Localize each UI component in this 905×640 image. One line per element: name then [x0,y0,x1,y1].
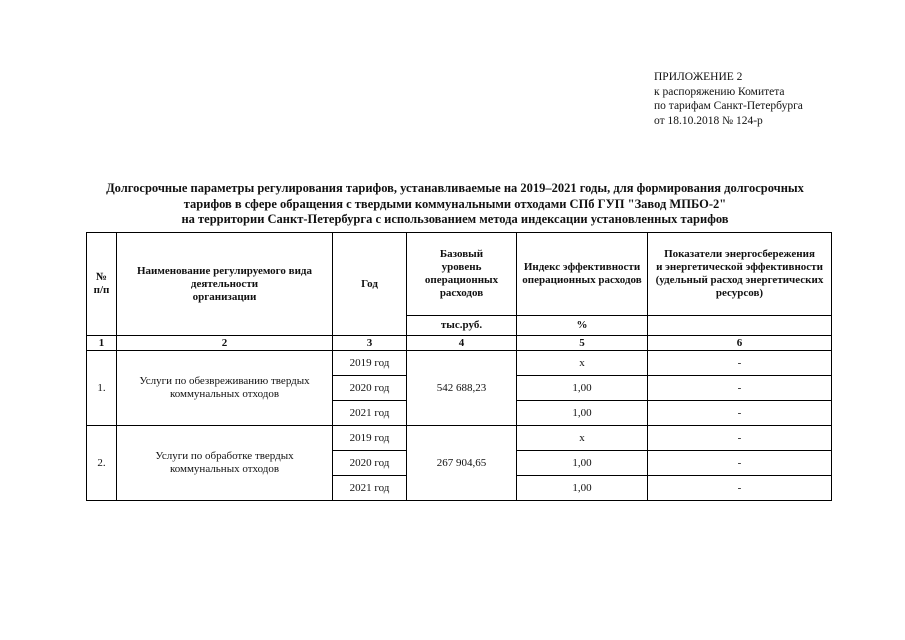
appendix-line-4: от 18.10.2018 № 124-р [654,114,763,127]
row-energy: - [648,476,832,501]
table-row [87,351,832,376]
header-energy-line-4: ресурсов) [715,287,764,299]
header-efficiency-index [517,233,648,316]
unit-base: тыс.руб. [407,316,517,336]
row-year: 2019 год [333,426,407,451]
header-base-costs [407,233,517,316]
appendix-block [654,70,803,128]
header-year: Год [333,233,407,336]
row-num: 1. [87,351,117,426]
row-index: 1,00 [517,451,648,476]
row-year: 2020 год [333,376,407,401]
appendix-line-2: к распоряжению Комитета [654,85,785,98]
header-index-line-1: Индекс эффективности [523,261,641,273]
row-energy: - [648,451,832,476]
table-row [87,426,832,451]
header-num: № п/п [87,233,117,336]
col-number: 6 [648,336,832,351]
row-num: 2. [87,426,117,501]
col-number: 4 [407,336,517,351]
column-numbers-row [87,336,832,351]
tariff-parameters-table [86,232,832,501]
row-service-name [117,351,333,426]
row-energy: - [648,401,832,426]
row-index: 1,00 [517,376,648,401]
row-year: 2021 год [333,401,407,426]
service-line-2: коммунальных отходов [169,388,280,400]
service-line-1: Услуги по обработке твердых [155,450,294,462]
appendix-line-3: по тарифам Санкт-Петербурга [654,100,803,112]
col-number: 2 [117,336,333,351]
header-energy-indicators [648,233,832,316]
row-base-costs: 542 688,23 [407,351,517,426]
service-line-2: коммунальных отходов [169,463,280,475]
header-energy-line-3: (удельный расход энергетических [655,274,824,286]
row-index: 1,00 [517,401,648,426]
unit-energy [648,316,832,336]
header-energy-line-2: и энергетической эффективности [656,261,823,273]
unit-index: % [517,316,648,336]
row-index: x [517,426,648,451]
row-year: 2020 год [333,451,407,476]
row-year: 2021 год [333,476,407,501]
col-number: 3 [333,336,407,351]
row-index: x [517,351,648,376]
header-activity-line-2: деятельности [190,277,259,290]
service-line-1: Услуги по обезвреживанию твердых [139,375,310,387]
header-activity-line-3: организации [192,290,257,303]
row-year: 2019 год [333,351,407,376]
row-base-costs: 267 904,65 [407,426,517,501]
appendix-line-1: ПРИЛОЖЕНИЕ 2 [654,71,743,83]
col-number: 5 [517,336,648,351]
header-row [87,233,832,316]
header-activity-line-1: Наименование регулируемого вида [137,264,312,277]
row-energy: - [648,376,832,401]
header-index-line-2: операционных расходов [522,274,642,286]
title-line-1: Долгосрочные параметры регулирования тарифов, устанавливаемые на 2019–2021 годы, для формирования долгосрочных [106,181,804,195]
title-line-3: на территории Санкт-Петербурга с использованием метода индексации установленных тарифов [181,212,729,226]
header-base-line-2: уровень операционных [424,261,499,286]
row-energy: - [648,351,832,376]
row-energy: - [648,426,832,451]
title-line-2: тарифов в сфере обращения с твердыми коммунальными отходами СПб ГУП "Завод МПБО-2" [183,196,727,211]
header-base-line-3: расходов [439,287,484,299]
col-number: 1 [87,336,117,351]
header-base-line-1: Базовый [439,248,484,260]
document-title [60,181,850,228]
row-service-name [117,426,333,501]
header-activity [117,233,333,336]
row-index: 1,00 [517,476,648,501]
header-energy-line-1: Показатели энергосбережения [664,248,815,260]
